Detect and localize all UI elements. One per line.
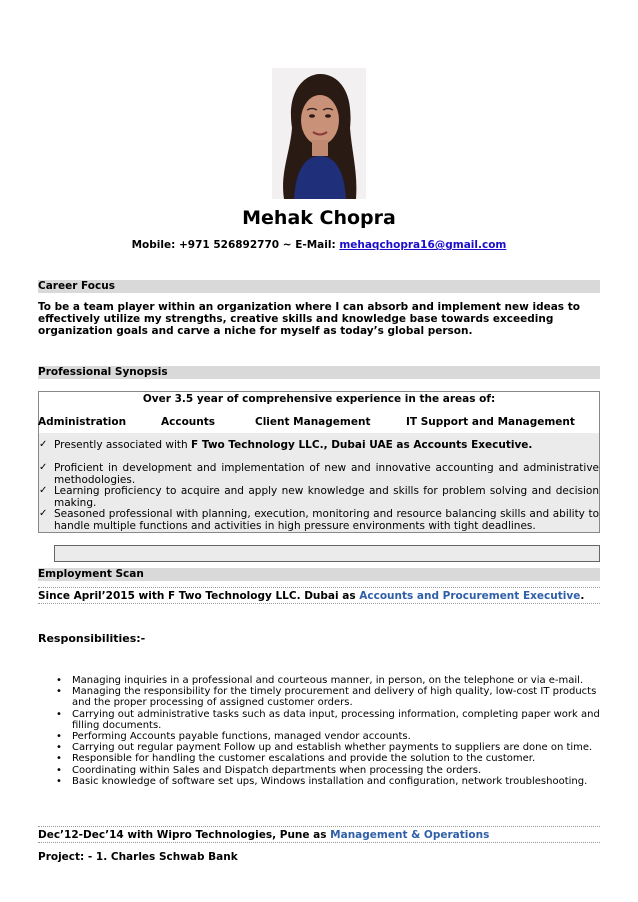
list-item: • Coordinating within Sales and Dispatch departments when processing the orders. (56, 765, 600, 776)
divider (38, 603, 600, 604)
list-item: • Managing inquiries in a professional and courteous manner, in person, on the telephone or via e-mail. (56, 675, 600, 686)
responsibilities-list (56, 675, 600, 787)
job-1-company: Since April’2015 with F Two Technology LLC. Dubai as (38, 590, 360, 602)
point-text-bold: F Two Technology LLC., Dubai UAE as Accounts Executive. (190, 439, 533, 451)
job-2-company: Dec’12-Dec’14 with Wipro Technologies, Pune as (38, 829, 331, 841)
synopsis-point (39, 439, 599, 452)
synopsis-point (39, 462, 599, 486)
job-1-title (38, 590, 600, 602)
list-item: • Performing Accounts payable functions, managed vendor accounts. (56, 731, 600, 742)
check-icon: ✓ (39, 508, 48, 519)
point-text: Learning proficiency to acquire and apply new knowledge and skills for problem solving and decision making. (54, 485, 599, 509)
list-item: • Managing the responsibility for the timely procurement and delivery of high quality, low-cost IT products and the proper processing of assigned customer orders. (56, 686, 600, 708)
point-text: Seasoned professional with planning, execution, monitoring and resource balancing skills and ability to handle multiple functions and activities in high pressure environments with tight deadlines. (54, 508, 599, 532)
check-icon: ✓ (39, 439, 48, 450)
divider (38, 842, 600, 843)
point-text: Proficient in development and implementation of new and innovative accounting and administrative methodologies. (54, 462, 599, 486)
employment-heading: Employment Scan (38, 568, 600, 581)
area-accounts: Accounts (161, 416, 216, 428)
email-link[interactable]: mehaqchopra16@gmail.com (339, 239, 507, 251)
empty-bordered-box (54, 545, 600, 562)
point-text: Presently associated with (54, 439, 191, 451)
list-item: • Basic knowledge of software set ups, Windows installation and configuration, network troubleshooting. (56, 776, 600, 787)
profile-photo (272, 68, 366, 199)
contact-mobile: Mobile: +971 526892770 ~ E-Mail: (131, 239, 340, 251)
area-client-management: Client Management (255, 416, 371, 428)
career-focus-text: To be a team player within an organization where I can absorb and implement new ideas to effectively utilize my strengths, creative skills and knowledge base towards exceeding organization goals and carve a niche for myself as today’s global person. (38, 301, 580, 337)
divider (38, 587, 600, 588)
job-1-suffix: . (580, 590, 585, 602)
list-item: • Carrying out administrative tasks such as data input, processing information, completing paper work and filling documents. (56, 709, 600, 731)
project-line: Project: - 1. Charles Schwab Bank (38, 851, 238, 863)
check-icon: ✓ (39, 485, 48, 496)
contact-line (0, 239, 638, 251)
job-2-title (38, 829, 600, 841)
area-it-support: IT Support and Management (406, 416, 575, 428)
synopsis-point (39, 485, 599, 509)
experience-summary: Over 3.5 year of comprehensive experience in the areas of: (142, 393, 496, 405)
job-2-role: Management & Operations (330, 829, 490, 841)
profile-photo-illustration (272, 68, 366, 199)
responsibilities-title: Responsibilities:- (38, 632, 146, 645)
divider (38, 826, 600, 827)
career-focus-heading: Career Focus (38, 280, 600, 293)
job-1-role: Accounts and Procurement Executive (359, 590, 581, 602)
check-icon: ✓ (39, 462, 48, 473)
list-item: • Responsible for handling the customer escalations and provide the solution to the customer. (56, 753, 600, 764)
candidate-name: Mehak Chopra (242, 207, 396, 229)
synopsis-point (39, 508, 599, 534)
list-item: • Carrying out regular payment Follow up and establish whether payments to suppliers are done on time. (56, 742, 600, 753)
area-administration: Administration (38, 416, 127, 428)
synopsis-heading: Professional Synopsis (38, 366, 600, 379)
